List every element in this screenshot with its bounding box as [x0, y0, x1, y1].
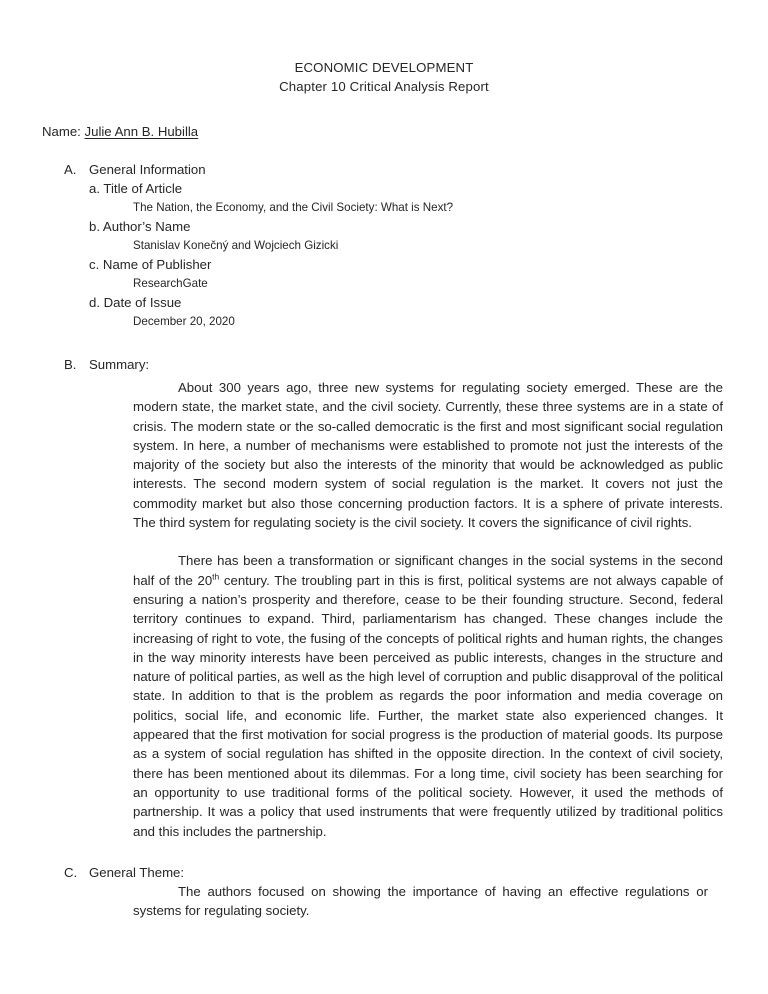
name-row [0, 122, 768, 141]
section-c-title: General Theme: [89, 864, 185, 880]
list-item: b. Author’s Name [89, 219, 191, 234]
name-value: Julie Ann B. Hubilla [84, 124, 199, 139]
section-a-marker: A. [64, 162, 77, 177]
list-item: d. Date of Issue [89, 295, 182, 310]
list-item-value: December 20, 2020 [133, 315, 235, 328]
section-b-marker: B. [64, 357, 77, 372]
list-item-value: Stanislav Konečný and Wojciech Gizicki [133, 239, 339, 252]
section-general-theme [0, 863, 768, 921]
section-general-information [0, 160, 768, 331]
name-label: Name: [42, 124, 81, 139]
list-item-value: ResearchGate [133, 277, 208, 290]
ordinal-superscript: th [212, 571, 220, 582]
general-theme-paragraph: The authors focused on showing the importance of having an effective regulations or systems for regulating society. [133, 883, 708, 919]
section-b-title: Summary: [89, 357, 150, 372]
section-c-marker: C. [64, 864, 78, 880]
summary-paragraph-1: About 300 years ago, three new systems for regulating society emerged. These are the modern state, the market state, and the civil society. Currently, these three systems are in a state of crisis. The modern state or the so-called democratic is the first and most significant social regulation system. In here, a number of mechanisms were established to promote not just the interests of the majority of the society but also the interests of the minority that would be acknowledged as public interests. The second modern system of social regulation is the market. It covers not just the commodity market but also those concerning production factors. It is a sphere of private interests. The third system for regulating society is the civil society. It covers the significance of civil rights. [133, 380, 723, 531]
summary-paragraph-2-part-2: century. The troubling part in this is first, political systems are not always capable of ensuring a nation’s prosperity and therefore, cease to be their founding structure. Second, federal territory continues to expand. Third, parliamentarism has changed. These changes include the increasing of right to vote, the fusing of the concepts of political rights and human rights, the changes in the way minority interests have been perceived as public interests, changes in the structure and nature of political parties, as well as the high level of corruption and public disapproval of the political state. In addition to that is the problem as regards the poor information and media coverage on politics, social life, and economic life. Further, the market state also experienced changes. It appeared that the first motivation for social progress is the production of material goods. Its purpose as a system of social regulation has shifted in the opposite direction. In the context of civil society, there has been mentioned about its dilemmas. For a long time, civil society has been searching for an opportunity to use traditional forms of the political society. However, it used the methods of partnership. It was a policy that used instruments that were frequently utilized by traditional politics and this includes the partnership. [133, 572, 723, 839]
summary-paragraph-2-part-1: There has been a transformation or significant changes in the social systems in the second half of the 20 [133, 553, 723, 588]
list-item: c. Name of Publisher [89, 257, 212, 272]
summary-paragraph-2 [133, 551, 723, 840]
page-subtitle: Chapter 10 Critical Analysis Report [279, 79, 489, 94]
general-information-items [42, 179, 768, 331]
section-c-heading [42, 863, 768, 882]
section-b-heading [42, 355, 768, 374]
general-theme-body [42, 882, 768, 921]
list-item: a. Title of Article [89, 181, 183, 196]
list-item-value: The Nation, the Economy, and the Civil Society: What is Next? [133, 201, 454, 214]
document-title-block [0, 0, 768, 96]
section-summary [0, 355, 768, 841]
page-title: ECONOMIC DEVELOPMENT [294, 60, 474, 75]
section-a-heading [42, 160, 768, 179]
section-a-title: General Information [89, 162, 206, 177]
summary-body [42, 378, 768, 841]
